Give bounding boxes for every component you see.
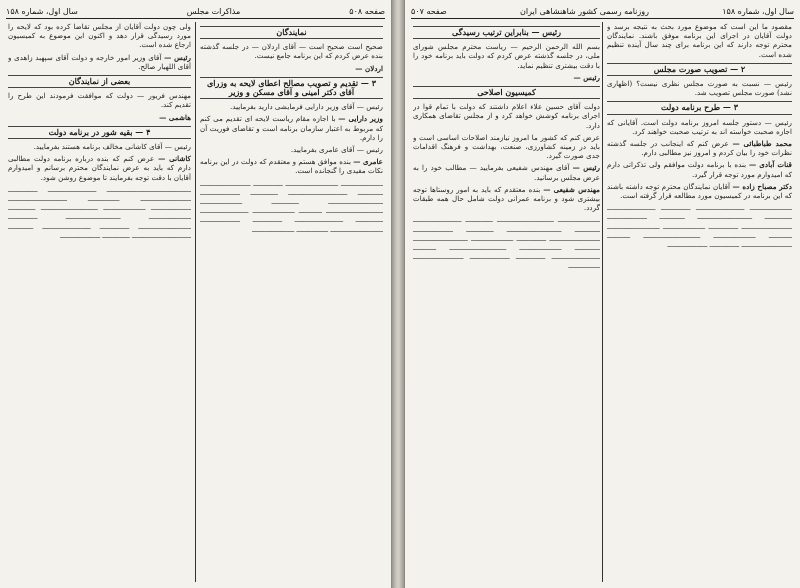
paragraph: عرض کنم که اینجانب در جلسه گذشته نظرات خود را بیان کردم و امروز نیز مطالبی دارم. — [607, 139, 792, 158]
paragraph: دولت آقای حسین علاء اعلام داشتند که دولت با تمام قوا در اجرای برنامه کوشش خواهد کرد و از مجلس تقاضای همکاری دارد. — [413, 102, 600, 130]
paragraph: بنده معتقدم که باید به امور روستاها توجه بیشتری شود و برنامه عمرانی دولت شامل حال همه طبقات گردد. — [413, 184, 600, 213]
paragraph: رئیس — آقای وزیر دارایی فرمایشی دارید بفرمایید. — [230, 102, 383, 112]
speaker: عامری — — [353, 157, 383, 167]
paragraph: رئیس — آقای عامری بفرمایید. — [290, 145, 383, 155]
paragraph: بسم الله الرحمن الرحیم — ریاست محترم مجلس شورای ملی، در جلسه گذشته عرض کردم که دولت باید برنامه خود را با دقت بیشتری تنظیم نماید. — [413, 42, 600, 70]
section-heading: ۲ — تصویب صورت مجلس — [607, 63, 792, 76]
speaker: وزیر دارایی — — [338, 114, 383, 124]
speaker: رئیس — — [573, 72, 600, 82]
right-issue-label: سال اول، شماره ۱۵۸ — [722, 6, 794, 16]
left-page-header — [6, 4, 385, 19]
left-page-label: صفحه ۵۰۸ — [349, 6, 385, 16]
speaker: اردلان — — [355, 63, 383, 73]
speaker: قنات آبادی — — [749, 160, 792, 170]
paragraph: آقایان نمایندگان محترم توجه داشته باشند که این برنامه در کمیسیون مورد مطالعه قرار گرفته است. — [607, 181, 792, 201]
right-page-header — [411, 4, 794, 19]
section-heading: ۳ — طرح برنامه دولت — [607, 101, 792, 114]
speaker: رئیس — — [572, 163, 600, 173]
paragraph: عرض کنم که کشور ما امروز نیازمند اصلاحات اساسی است و باید در زمینه کشاورزی، صنعت، بهداشت و فرهنگ اقدامات جدی صورت گیرد. — [413, 132, 600, 161]
speaker: دکتر مصباح زاده — — [732, 181, 792, 191]
right-page-label: صفحه ۵۰۷ — [411, 6, 447, 16]
paragraph: رئیس — دستور جلسه امروز برنامه دولت است. آقایانی که اجازه صحبت خواسته اند به ترتیب صحبت خواهند کرد. — [607, 117, 792, 136]
left-page-column-2 — [200, 22, 383, 582]
paragraph: رئیس — نسبت به صورت مجلس نظری نیست؟ (اظهاری نشد) صورت مجلس تصویب شد. — [607, 79, 792, 98]
paragraph: عرض کنم که بنده درباره برنامه دولت مطالبی دارم که باید به عرض نمایندگان محترم برسانم و امیدوارم آقایان با دقت توجه بفرمایند تا موضوع روشن شود. — [8, 154, 191, 182]
paragraph: رئیس — آقای کاشانی مخالف برنامه هستند بفرمایید. — [33, 142, 191, 152]
section-heading: نمایندگان — [200, 26, 383, 39]
column-rule — [195, 22, 196, 582]
right-page — [404, 0, 800, 588]
right-page-column-1 — [413, 22, 600, 582]
right-page-title: روزنامه رسمی کشور شاهنشاهی ایران — [519, 6, 649, 16]
left-page-column-1 — [8, 22, 191, 582]
left-issue-label: سال اول، شماره ۱۵۸ — [6, 6, 78, 16]
speaker: کاشانی — — [158, 154, 191, 164]
paragraph: آقای مهندس شفیعی بفرمایید — مطالب خود را به عرض مجلس برسانید. — [413, 163, 600, 182]
book-gutter — [392, 0, 404, 588]
paragraph: آقای وزیر امور خارجه و دولت آقای سپهبد زاهدی و آقای اللهیار صالح. — [8, 52, 191, 71]
section-heading: ۳ — تقدیم و تصویب مصالح اعطای لایحه به وزرای آقای دکتر امینی و آقای مسکن و وزیر — [200, 77, 383, 99]
speaker: محمد طباطبائی — — [732, 139, 792, 149]
body-text: ــــــــــــــــــــ ـــــــــــــــــــــــــــ ـــــــــــــ ـــــــــــــــــــــــ ــــــــــــ ــــــــــــــــــــــــــ ـــــــــــــ ـــــــــــــــــــ ــــــــــــــــــــــــ ــــــــــــــ ــــــــــــــــــــ ــــــــــــــــــــــــــ ــــــــــــ ــــــــــــــــــــ ـــــــــــــــــــــــــــ ـــــــــــ ـــــــــــــــــــــــ ــــــــــــــ ـــــــــــــــــــ ــــــــــــــــــــــــ ـــــــــــــــ — [413, 215, 600, 271]
left-session-label: مذاکرات مجلس — [186, 6, 241, 16]
paragraph: با اجازه مقام ریاست لایحه ای تقدیم می کنم که مربوط به اعتبار سازمان برنامه است و تقاضای فوریت آن را دارم. — [200, 114, 383, 142]
body-text: ــــــــــــــــــــ ـــــــــــــــــــــــ ــــــــــــــ ـــــــــــــــــــــــ ـــــــــــــ ــــــــــــــــــــــــــ ــــــــــــ ـــــــــــــــــــ ــــــــــــــــــــــــ ــــــــــــــ ــــــــــــــــــــ ـــــــــــــــــــــــــ ـــــــــــ ــــــــــــــــــــ ـــــــــــــــــــــــــــ ـــــــــــ ــــــــــــــــــــــــ ــــــــــــــ ـــــــــــــــــــ — [607, 203, 792, 250]
section-heading: بعضی از نمایندگان — [8, 75, 191, 88]
left-page — [0, 0, 392, 588]
speaker: هاشمی — — [159, 112, 191, 122]
column-rule — [602, 22, 603, 582]
speaker: رئیس — — [164, 52, 191, 62]
paragraph: صحیح است صحیح است — آقای اردلان — در جلسه گذشته بنده عرض کردم که این برنامه جامع نیست. — [200, 42, 383, 61]
speaker: مهندس شفیعی — — [543, 184, 600, 194]
body-text: ــــــــــــــــــــــــــــــــــــــــ ـــــــــــــــــــــــ ــــــــــــــ ــــــــــــــــــــــــ ـــــــــــــــ ــــــــــــــــــــــــــــ ـــــــــــــــــــ ــــــــــــــــــــ ـــــــــــــــــــــــــــ ـــــــــــــ ــــــــــــــــــــ ــــــــــــــــــــــــــ ــــــــــــــ ـــــــــــــــــــــــــ ــــــــــــــ ـــــــــــــــــــــــ ــــــــــــ ــــــــــــــــــــــــــــ ـــــــــــــ ـــــــــــــــــــ — [8, 184, 191, 240]
paragraph: مهندس فریور — دولت که موافقت فرمودند این طرح را تقدیم کند. — [8, 91, 191, 110]
right-page-column-2 — [607, 22, 792, 582]
paragraph: ولی چون دولت آقایان از مجلس تقاضا کرده بود که لایحه را مورد رسیدگی قرار دهد و اکنون این موضوع به کمیسیون ارجاع شده است. — [8, 22, 191, 50]
section-heading: ۴ — بقیه شور در برنامه دولت — [8, 126, 191, 139]
section-heading: رئیس — بنابراین ترتیب رسیدگی — [413, 26, 600, 39]
paragraph: مقصود ما این است که موضوع مورد بحث به نتیجه برسد و دولت آقایان در اجرای این برنامه موفق باشند. نمایندگان محترم توجه دارند که این برنامه برای چند سال آینده تنظیم شده است. — [607, 22, 792, 59]
body-text: ــــــــــــــــــــ ـــــــــــــــــــــــــ ــــــــــــــ ــــــــــــــــــــــــ ــــــــــــ ــــــــــــــــــــــــــــ ـــــــــــــ ـــــــــــــــــــ ــــــــــــــــــــــــــ ـــــــــــــ ــــــــــــــــــــ ـــــــــــــــــــــــــــ ـــــــــــ ــــــــــــــــــــ ـــــــــــــــــــــــ ـــــــــــــ ـــــــــــــــــــــــ ــــــــــــــ ـــــــــــــــــــ ـــــــــــــــــــــــــ ـــــــــــــــ ــــــــــــــــــــ — [200, 178, 383, 234]
section-heading: کمیسیون اصلاحی — [413, 86, 600, 99]
paragraph: بنده با برنامه دولت موافقم ولی تذکراتی دارم که امیدوارم مورد توجه قرار گیرد. — [607, 160, 792, 179]
paragraph: بنده موافق هستم و معتقدم که دولت در این برنامه نکات مفیدی را گنجانده است. — [200, 157, 383, 176]
